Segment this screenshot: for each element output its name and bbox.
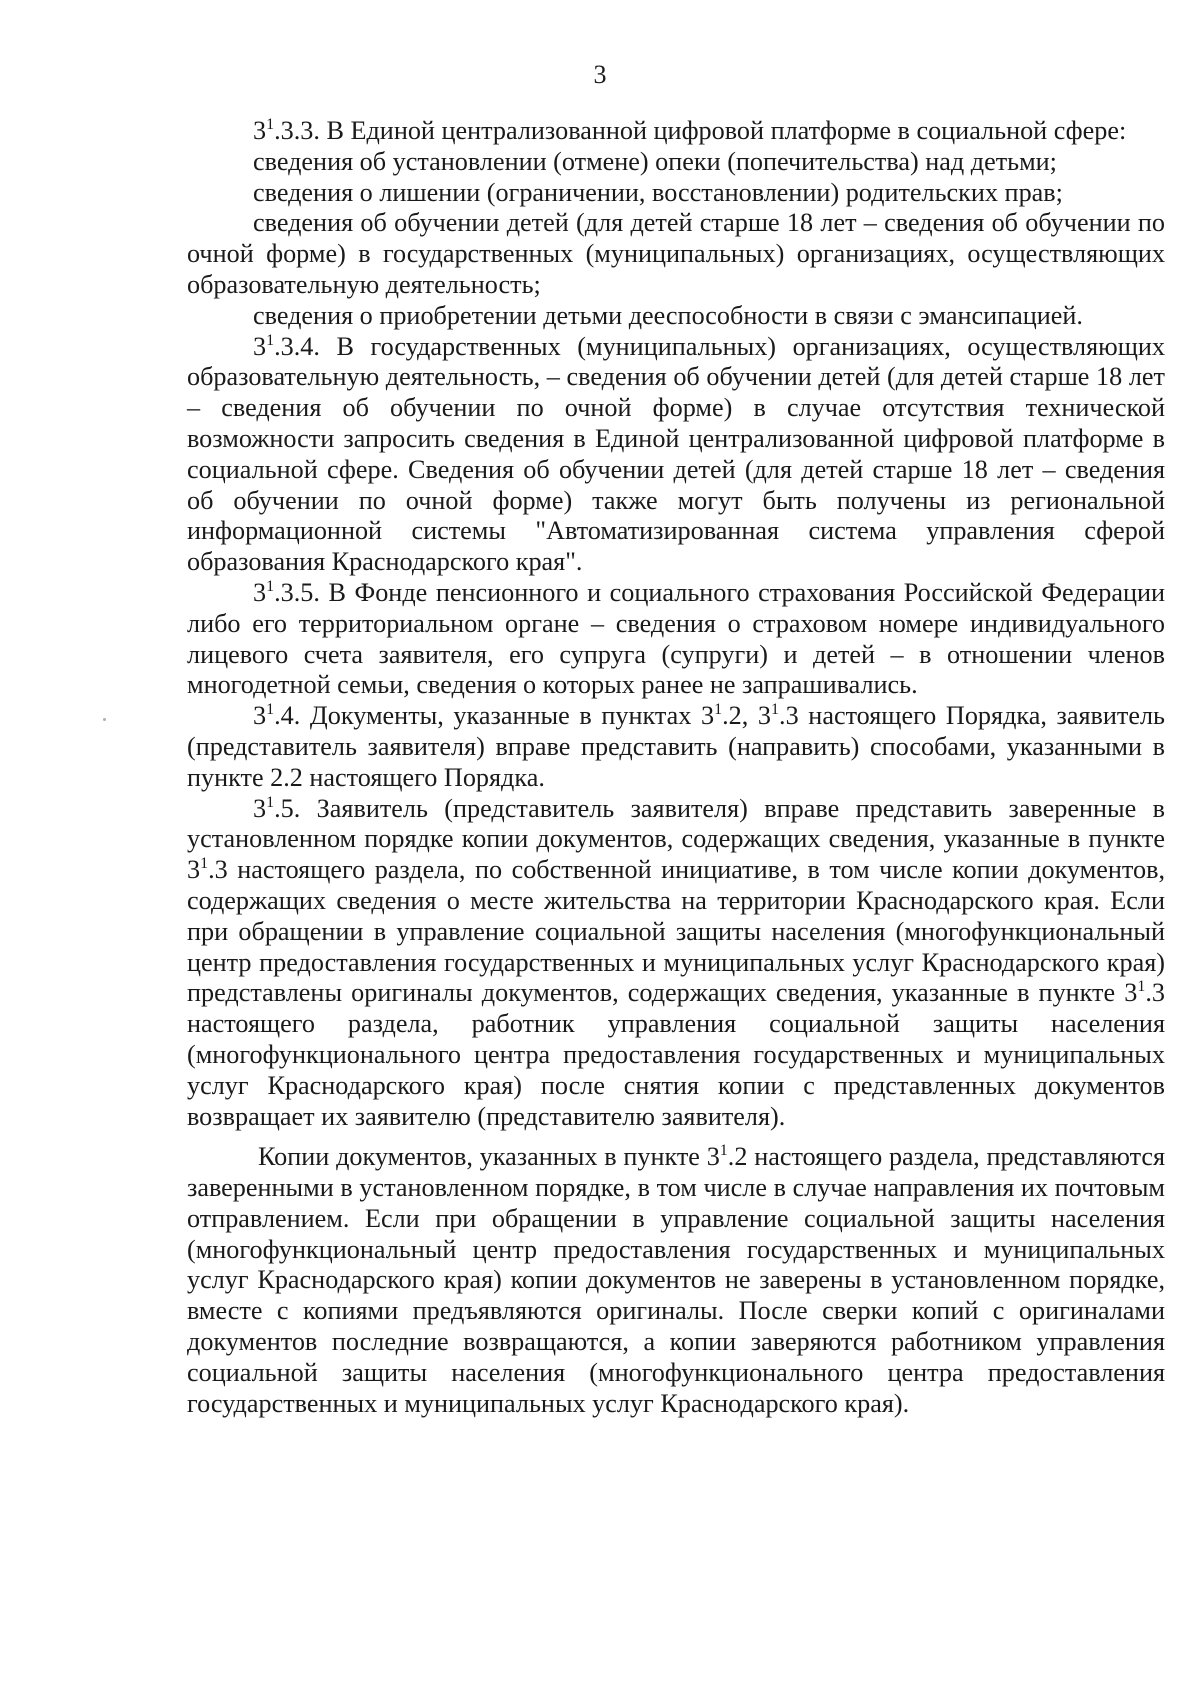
paragraph-text: .3.3. В Единой централизованной цифровой платформе в социальной сфере: xyxy=(274,116,1127,145)
page-number: 3 xyxy=(593,60,607,89)
paragraph-text: .4. Документы, указанные в пунктах xyxy=(274,701,701,731)
clause-number: $3^1$ xyxy=(253,116,275,145)
list-item-education: сведения об обучении детей (для детей старше 18 лет – сведения об обучении по очной форме) в государственных (муниципальных) организациях, осуществляющих образовательную деятельность; xyxy=(187,208,1165,299)
clause-reference: $3^1$ xyxy=(187,855,209,885)
paragraph-text: Копии документов, указанных в пункте xyxy=(258,1142,707,1172)
clause-reference: $3^1$ xyxy=(1124,978,1146,1008)
list-item-guardianship: сведения об установлении (отмене) опеки (попечительства) над детьми; xyxy=(253,146,1057,176)
paragraph-text: .3 настоящего раздела, работник управления социальной защиты населения (многофункционального центра предоставления государственных и муниципальных услуг Краснодарского края) после снятия копии с представленных документов возвращает их заявителю (представителю заявителя). xyxy=(187,978,1165,1131)
paragraph-text: .3 настоящего Порядка, заявитель (представитель заявителя) вправе представить (направить) способами, указанными в пункте 2.2 настоящего Порядка. xyxy=(187,701,1166,792)
clause-number: $3^1$ xyxy=(253,577,275,607)
paragraph-3-1-4 xyxy=(187,701,1165,793)
scan-speck xyxy=(103,718,106,721)
document-body xyxy=(187,116,1165,1419)
paragraph-copies xyxy=(187,1142,1165,1419)
clause-number: $3^1$ xyxy=(253,701,275,731)
paragraph-text: .5. Заявитель (представитель заявителя) вправе представить заверенные в установленном порядке копии документов, содержащих сведения, указанные в пункте xyxy=(187,793,1165,854)
paragraph-text: .3 настоящего раздела, по собственной инициативе, в том числе копии документов, содержащих сведения о месте жительства на территории Краснодарского края. Если при обращении в управление социальной защиты населения (многофункциональный центр предоставления государственных и муниципальных услуг Краснодарского края) представлены оригиналы документов, содержащих сведения, указанные в пункте xyxy=(187,855,1165,1008)
paragraph-text: .2, xyxy=(722,701,758,731)
clause-number: $3^1$ xyxy=(253,793,275,823)
list-item-emancipation: сведения о приобретении детьми дееспособности в связи с эмансипацией. xyxy=(253,300,1083,330)
clause-number: $3^1$ xyxy=(253,331,275,361)
paragraph-text: .2 настоящего раздела, представляются заверенными в установленном порядке, в том числе в случае направления их почтовым отправлением. Если при обращении в управление социальной защиты населения (многофункциональный центр предоставления государственных и муниципальных услуг Краснодарского края) копии документов не заверены в установленном порядке, вместе с копиями предъявляются оригиналы. После сверки копий с оригиналами документов последние возвращаются, а копии заверяются работником управления социальной защиты населения (многофункционального центра предоставления государственных и муниципальных услуг Краснодарского края). xyxy=(187,1142,1166,1418)
paragraph-3-1-3-4 xyxy=(187,332,1165,578)
paragraph-3-1-5 xyxy=(187,794,1165,1133)
clause-reference: $3^1$ xyxy=(700,701,723,731)
paragraph-text: .3.5. В Фонде пенсионного и социального страхования Российской Федерации либо его территориальном органе – сведения о страховом номере индивидуального лицевого счета заявителя, его супруга (супруги) и детей – в отношении членов многодетной семьи, сведения о которых ранее не запрашивались. xyxy=(187,577,1165,700)
paragraph-text: .3.4. В государственных (муниципальных) организациях, осуществляющих образовательную деятельность, – сведения об обучении детей (для детей старше 18 лет – сведения об обучении по очной форме) в случае отсутствия технической возможности запросить сведения в Единой централизованной цифровой платформе в социальной сфере. Сведения об обучении детей (для детей старше 18 лет – сведения об обучении по очной форме) также могут быть получены из региональной информационной системы "Автоматизированная система управления сферой образования Краснодарского края". xyxy=(187,331,1165,577)
list-item-parental-rights: сведения о лишении (ограничении, восстановлении) родительских прав; xyxy=(253,177,1063,207)
clause-reference: $3^1$ xyxy=(706,1142,728,1172)
paragraph-3-1-3-5 xyxy=(187,578,1165,701)
clause-reference: $3^1$ xyxy=(757,701,780,731)
paragraph-3-1-3-3 xyxy=(187,116,1165,147)
